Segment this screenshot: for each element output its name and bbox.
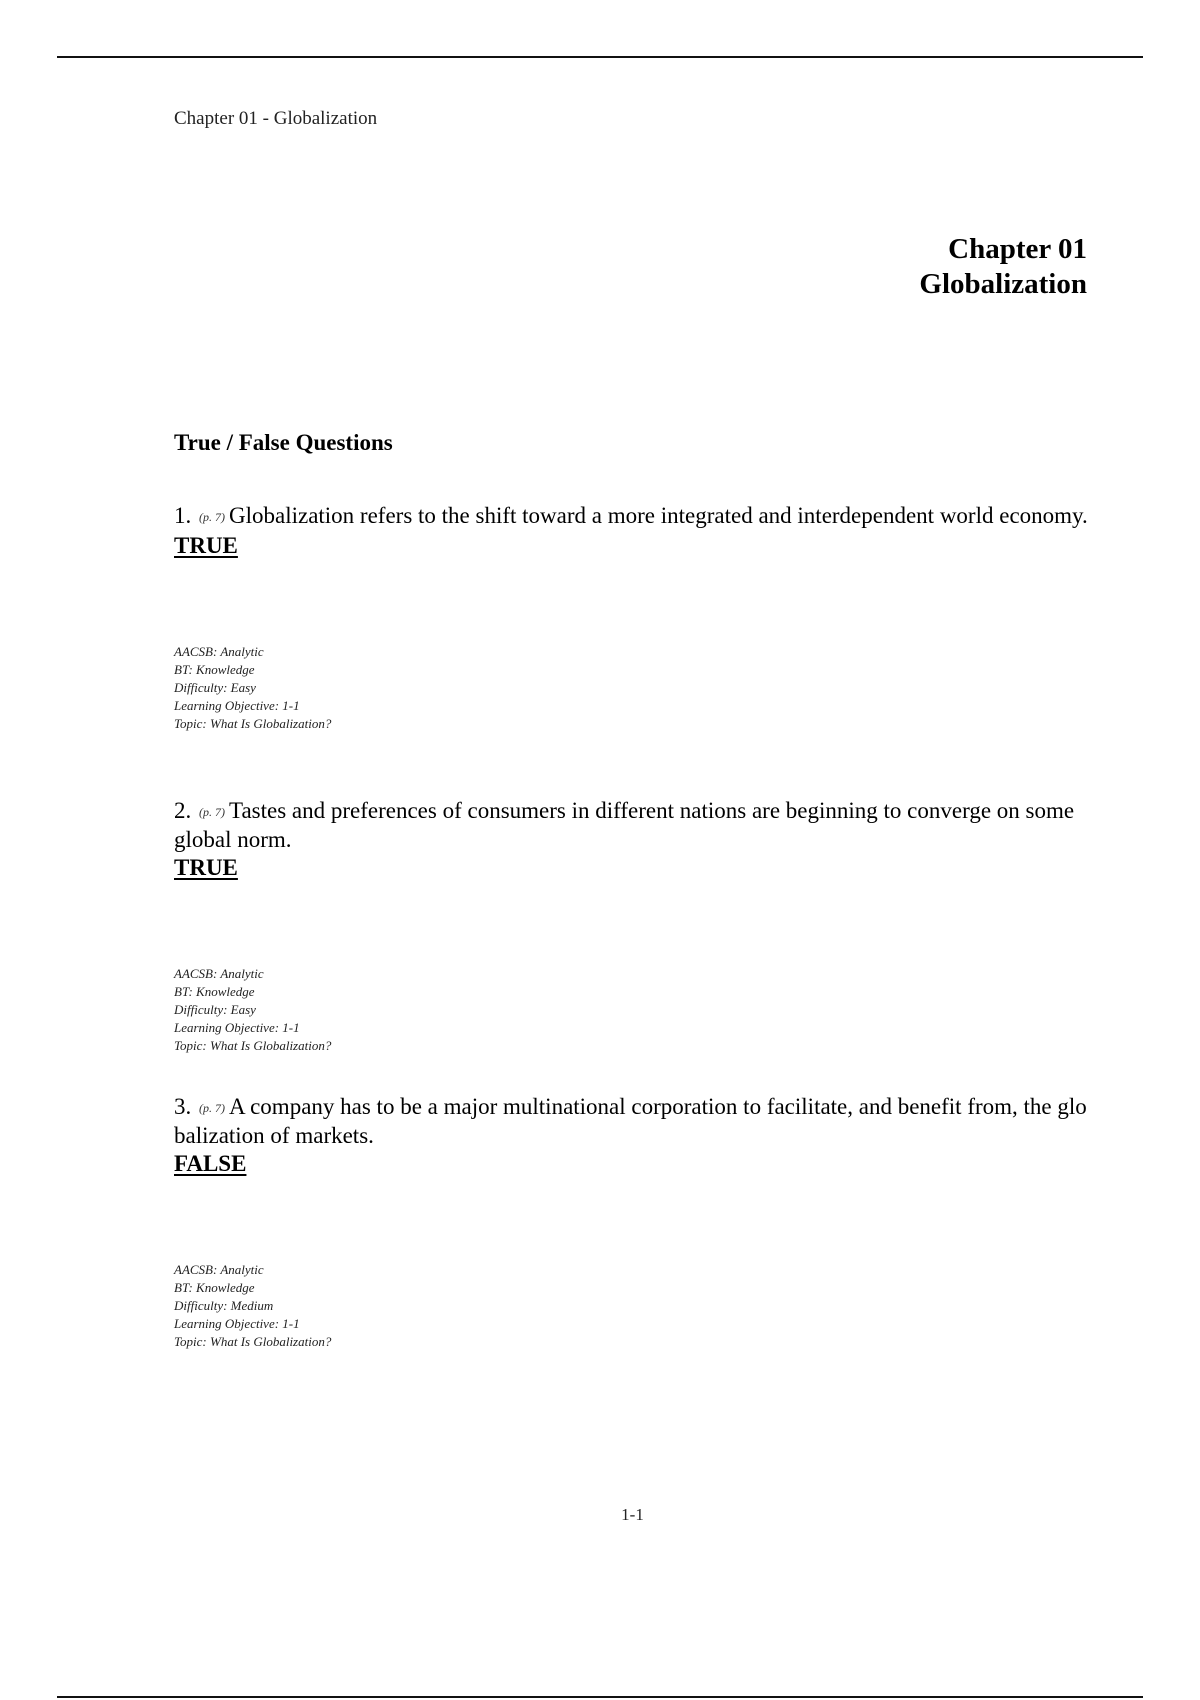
meta-topic: Topic: What Is Globalization? bbox=[174, 1038, 332, 1053]
section-title: True / False Questions bbox=[174, 430, 393, 455]
question-3 bbox=[174, 1093, 1089, 1351]
meta-topic: Topic: What Is Globalization? bbox=[174, 716, 332, 731]
page-reference: (p. 7) bbox=[199, 805, 225, 819]
question-body: A company has to be a major multinational corporation to facilitate, and benefit from, the globalization of markets. bbox=[174, 1094, 1087, 1148]
meta-bt: BT: Knowledge bbox=[174, 662, 255, 677]
answer: FALSE bbox=[174, 1151, 247, 1176]
chapter-name: Globalization bbox=[919, 268, 1087, 300]
meta-difficulty: Difficulty: Easy bbox=[174, 1002, 256, 1017]
meta-aacsb: AACSB: Analytic bbox=[174, 1262, 264, 1277]
page-reference: (p. 7) bbox=[199, 1101, 225, 1115]
question-text bbox=[174, 502, 1089, 531]
question-number: 1. bbox=[174, 503, 192, 528]
question-number: 2. bbox=[174, 798, 192, 823]
answer: TRUE bbox=[174, 533, 238, 558]
question-metadata bbox=[174, 643, 1089, 733]
question-body: Tastes and preferences of consumers in different nations are beginning to converge on some global norm. bbox=[174, 798, 1075, 852]
question-body: Globalization refers to the shift toward a more integrated and interdependent world economy. bbox=[229, 503, 1088, 528]
meta-learning-objective: Learning Objective: 1-1 bbox=[174, 698, 300, 713]
running-header: Chapter 01 - Globalization bbox=[174, 108, 378, 129]
meta-learning-objective: Learning Objective: 1-1 bbox=[174, 1020, 300, 1035]
question-number: 3. bbox=[174, 1094, 192, 1119]
top-rule bbox=[57, 56, 1143, 58]
meta-difficulty: Difficulty: Medium bbox=[174, 1298, 274, 1313]
meta-bt: BT: Knowledge bbox=[174, 1280, 255, 1295]
question-text bbox=[174, 1093, 1089, 1149]
question-metadata bbox=[174, 965, 1089, 1055]
chapter-number: Chapter 01 bbox=[948, 233, 1087, 265]
bottom-rule bbox=[57, 1696, 1143, 1698]
page-reference: (p. 7) bbox=[199, 510, 225, 524]
question-1 bbox=[174, 502, 1089, 733]
question-2 bbox=[174, 797, 1089, 1055]
page-number: 1-1 bbox=[621, 1505, 644, 1524]
answer: TRUE bbox=[174, 855, 238, 880]
question-metadata bbox=[174, 1261, 1089, 1351]
meta-difficulty: Difficulty: Easy bbox=[174, 680, 256, 695]
meta-learning-objective: Learning Objective: 1-1 bbox=[174, 1316, 300, 1331]
question-text bbox=[174, 797, 1089, 853]
meta-aacsb: AACSB: Analytic bbox=[174, 966, 264, 981]
meta-bt: BT: Knowledge bbox=[174, 984, 255, 999]
meta-aacsb: AACSB: Analytic bbox=[174, 644, 264, 659]
chapter-title bbox=[919, 232, 1087, 302]
meta-topic: Topic: What Is Globalization? bbox=[174, 1334, 332, 1349]
